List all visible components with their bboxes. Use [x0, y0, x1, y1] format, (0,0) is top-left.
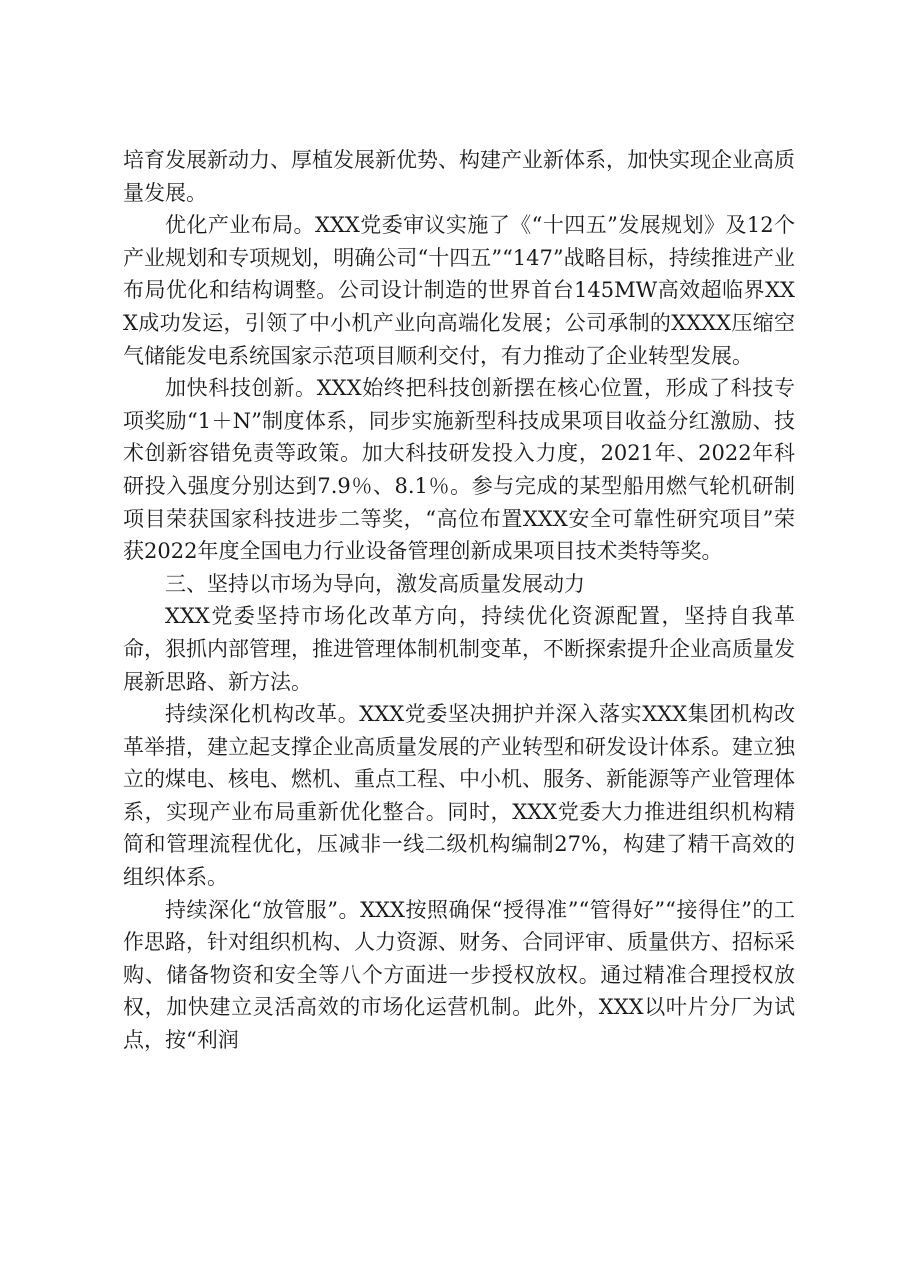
section-heading-three: 三、坚持以市场为导向，激发高质量发展动力 — [165, 571, 585, 596]
document-page — [123, 144, 795, 1057]
paragraph-tech-innovation: 加快科技创新。XXX始终把科技创新摆在核心位置，形成了科技专项奖励“1＋N”制度体系，同步实施新型科技成果项目收益分红激励、技术创新容错免责等政策。加大科技研发投入力度，2021年、2022年科研投入强度分别达到7.9％、8.1％。参与完成的某型船用燃气轮机研制项目荣获国家科技进步二等奖，“高位布置XXX安全可靠性研究项目”荣获2022年度全国电力行业设备管理创新成果项目技术类特等奖。 — [123, 376, 795, 564]
paragraph-institutional-reform: 持续深化机构改革。XXX党委坚决拥护并深入落实XXX集团机构改革举措，建立起支撑企业高质量发展的产业转型和研发设计体系。建立独立的煤电、核电、燃机、重点工程、中小机、服务、新能源等产业管理体系，实现产业布局重新优化整合。同时，XXX党委大力推进组织机构精简和管理流程优化，压减非一线二级机构编制27%，构建了精干高效的组织体系。 — [123, 702, 795, 890]
paragraph-fangguanfu: 持续深化“放管服”。XXX按照确保“授得准”“管得好”“接得住”的工作思路，针对组织机构、人力资源、财务、合同评审、质量供方、招标采购、储备物资和安全等八个方面进一步授权放权。通过精准合理授权放权，加快建立灵活高效的市场化运营机制。此外，XXX以叶片分厂为试点，按“利润 — [123, 897, 795, 1053]
paragraph-market-reform: XXX党委坚持市场化改革方向，持续优化资源配置，坚持自我革命，狠抓内部管理，推进管理体制机制变革，不断探索提升企业高质量发展新思路、新方法。 — [123, 604, 795, 694]
paragraph-optimize-industry-layout: 优化产业布局。XXX党委审议实施了《“十四五”发展规划》及12个产业规划和专项规划，明确公司“十四五”“147”战略目标，持续推进产业布局优化和结构调整。公司设计制造的世界首台145MW高效超临界XXX成功发运，引领了中小机产业向高端化发展；公司承制的XXXX压缩空气储能发电系统国家示范项目顺利交付，有力推动了企业转型发展。 — [123, 213, 795, 368]
paragraph-continuation: 培育发展新动力、厚植发展新优势、构建产业新体系，加快实现企业高质量发展。 — [123, 148, 795, 205]
